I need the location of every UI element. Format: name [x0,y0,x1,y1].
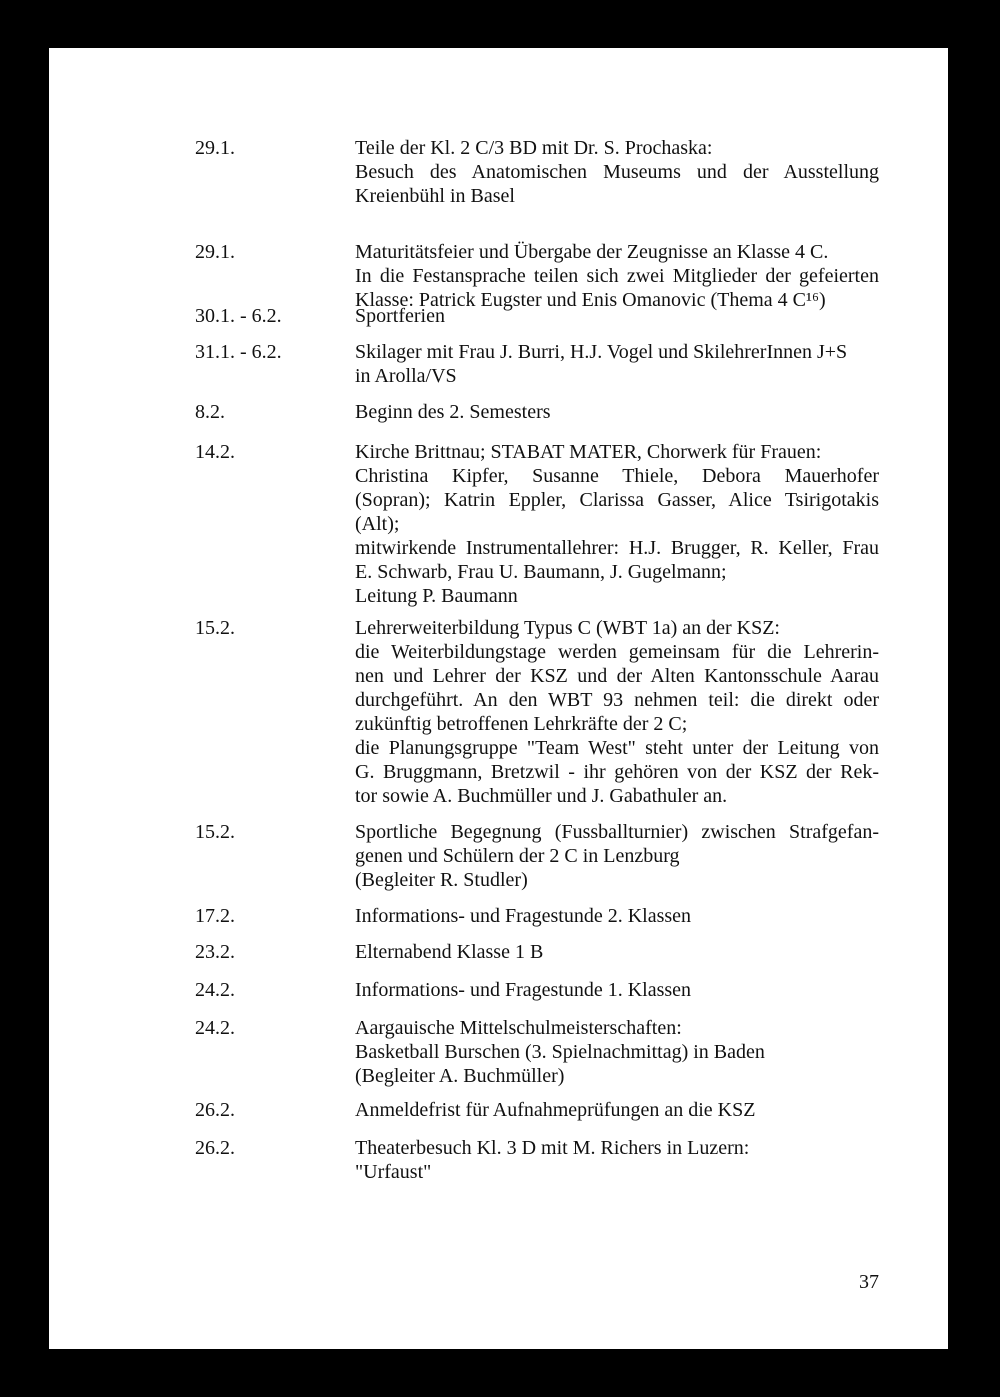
entry-text-line: Maturitätsfeier und Übergabe der Zeugnisse an Klasse 4 C. [355,241,829,263]
entry-text-line: Theaterbesuch Kl. 3 D mit M. Richers in Luzern: [355,1137,750,1159]
entry-text-line: Leitung P. Baumann [355,585,518,607]
entry-text [355,400,879,424]
entry-text-line: Sportliche Begegnung (Fussballturnier) zwischen Strafgefan- [355,821,879,843]
chronicle-entries [49,48,948,1349]
entry-text [355,940,879,964]
entry-text-line: mitwirkende Instrumentallehrer: H.J. Brugger, R. Keller, Frau [355,537,879,559]
entry-text-line: (Begleiter A. Buchmüller) [355,1065,565,1087]
entry-text-line: Klasse: Patrick Eugster und Enis Omanovic (Thema 4 C¹⁶) [355,289,826,311]
entry-text-line: die Planungsgruppe "Team West" steht unter der Leitung von [355,737,879,759]
entry-date: 24.2. [195,1017,235,1039]
entry-text [355,440,879,608]
scan-speck [44,1103,48,1107]
entry-date: 29.1. [195,241,235,263]
entry-text-line: Elternabend Klasse 1 B [355,941,544,963]
entry-text-line: (Sopran); Katrin Eppler, Clarissa Gasser, Alice Tsirigotakis [355,489,879,511]
entry-text [355,240,879,312]
entry-text [355,136,879,208]
entry-text-line: Lehrerweiterbildung Typus C (WBT 1a) an der KSZ: [355,617,780,639]
entry-date: 14.2. [195,441,235,463]
entry-date: 17.2. [195,905,235,927]
entry-text-line: die Weiterbildungstage werden gemeinsam für die Lehrerin- [355,641,879,663]
entry-text-line: Christina Kipfer, Susanne Thiele, Debora Mauerhofer [355,465,879,487]
entry-text-line: Kirche Brittnau; STABAT MATER, Chorwerk für Frauen: [355,441,822,463]
entry-text-line: tor sowie A. Buchmüller und J. Gabathuler an. [355,785,728,807]
entry-text-line: (Alt); [355,513,400,535]
entry-text-line: In die Festansprache teilen sich zwei Mitglieder der gefeierten [355,265,879,287]
entry-date: 30.1. - 6.2. [195,305,282,327]
entry-text-line: "Urfaust" [355,1161,432,1183]
entry-text [355,616,879,808]
entry-date: 26.2. [195,1137,235,1159]
entry-text-line: Basketball Burschen (3. Spielnachmittag) in Baden [355,1041,765,1063]
entry-text-line: (Begleiter R. Studler) [355,869,528,891]
entry-text-line: genen und Schülern der 2 C in Lenzburg [355,845,680,867]
entry-date: 15.2. [195,821,235,843]
entry-text-line: durchgeführt. An den WBT 93 nehmen teil: die direkt oder [355,689,879,711]
entry-text-line: Sportferien [355,305,445,327]
entry-date: 24.2. [195,979,235,1001]
entry-text [355,1098,879,1122]
entry-text [355,1136,879,1184]
entry-text-line: Skilager mit Frau J. Burri, H.J. Vogel und SkilehrerInnen J+S [355,341,848,363]
entry-text-line: Anmeldefrist für Aufnahmeprüfungen an die KSZ [355,1099,756,1121]
entry-text [355,340,879,388]
entry-text [355,304,879,328]
entry-text [355,1016,879,1088]
entry-date: 31.1. - 6.2. [195,341,282,363]
entry-text-line: Informations- und Fragestunde 2. Klassen [355,905,692,927]
entry-text [355,904,879,928]
entry-text [355,978,879,1002]
document-page [49,48,948,1349]
entry-text-line: Beginn des 2. Semesters [355,401,551,423]
entry-text-line: G. Bruggmann, Bretzwil - ihr gehören von der KSZ der Rek- [355,761,879,783]
entry-text-line: Aargauische Mittelschulmeisterschaften: [355,1017,682,1039]
entry-text-line: Besuch des Anatomischen Museums und der Ausstellung [355,161,879,183]
entry-date: 15.2. [195,617,235,639]
entry-date: 23.2. [195,941,235,963]
entry-text-line: Teile der Kl. 2 C/3 BD mit Dr. S. Prochaska: [355,137,713,159]
page-number: 37 [859,1271,879,1293]
entry-text-line: nen und Lehrer der KSZ und der Alten Kantonsschule Aarau [355,665,879,687]
entry-date: 29.1. [195,137,235,159]
entry-text-line: E. Schwarb, Frau U. Baumann, J. Gugelmann; [355,561,727,583]
entry-text-line: zukünftig betroffenen Lehrkräfte der 2 C; [355,713,688,735]
entry-text-line: in Arolla/VS [355,365,457,387]
entry-text-line: Informations- und Fragestunde 1. Klassen [355,979,692,1001]
entry-date: 8.2. [195,401,225,423]
entry-date: 26.2. [195,1099,235,1121]
entry-text-line: Kreienbühl in Basel [355,185,515,207]
entry-text [355,820,879,892]
